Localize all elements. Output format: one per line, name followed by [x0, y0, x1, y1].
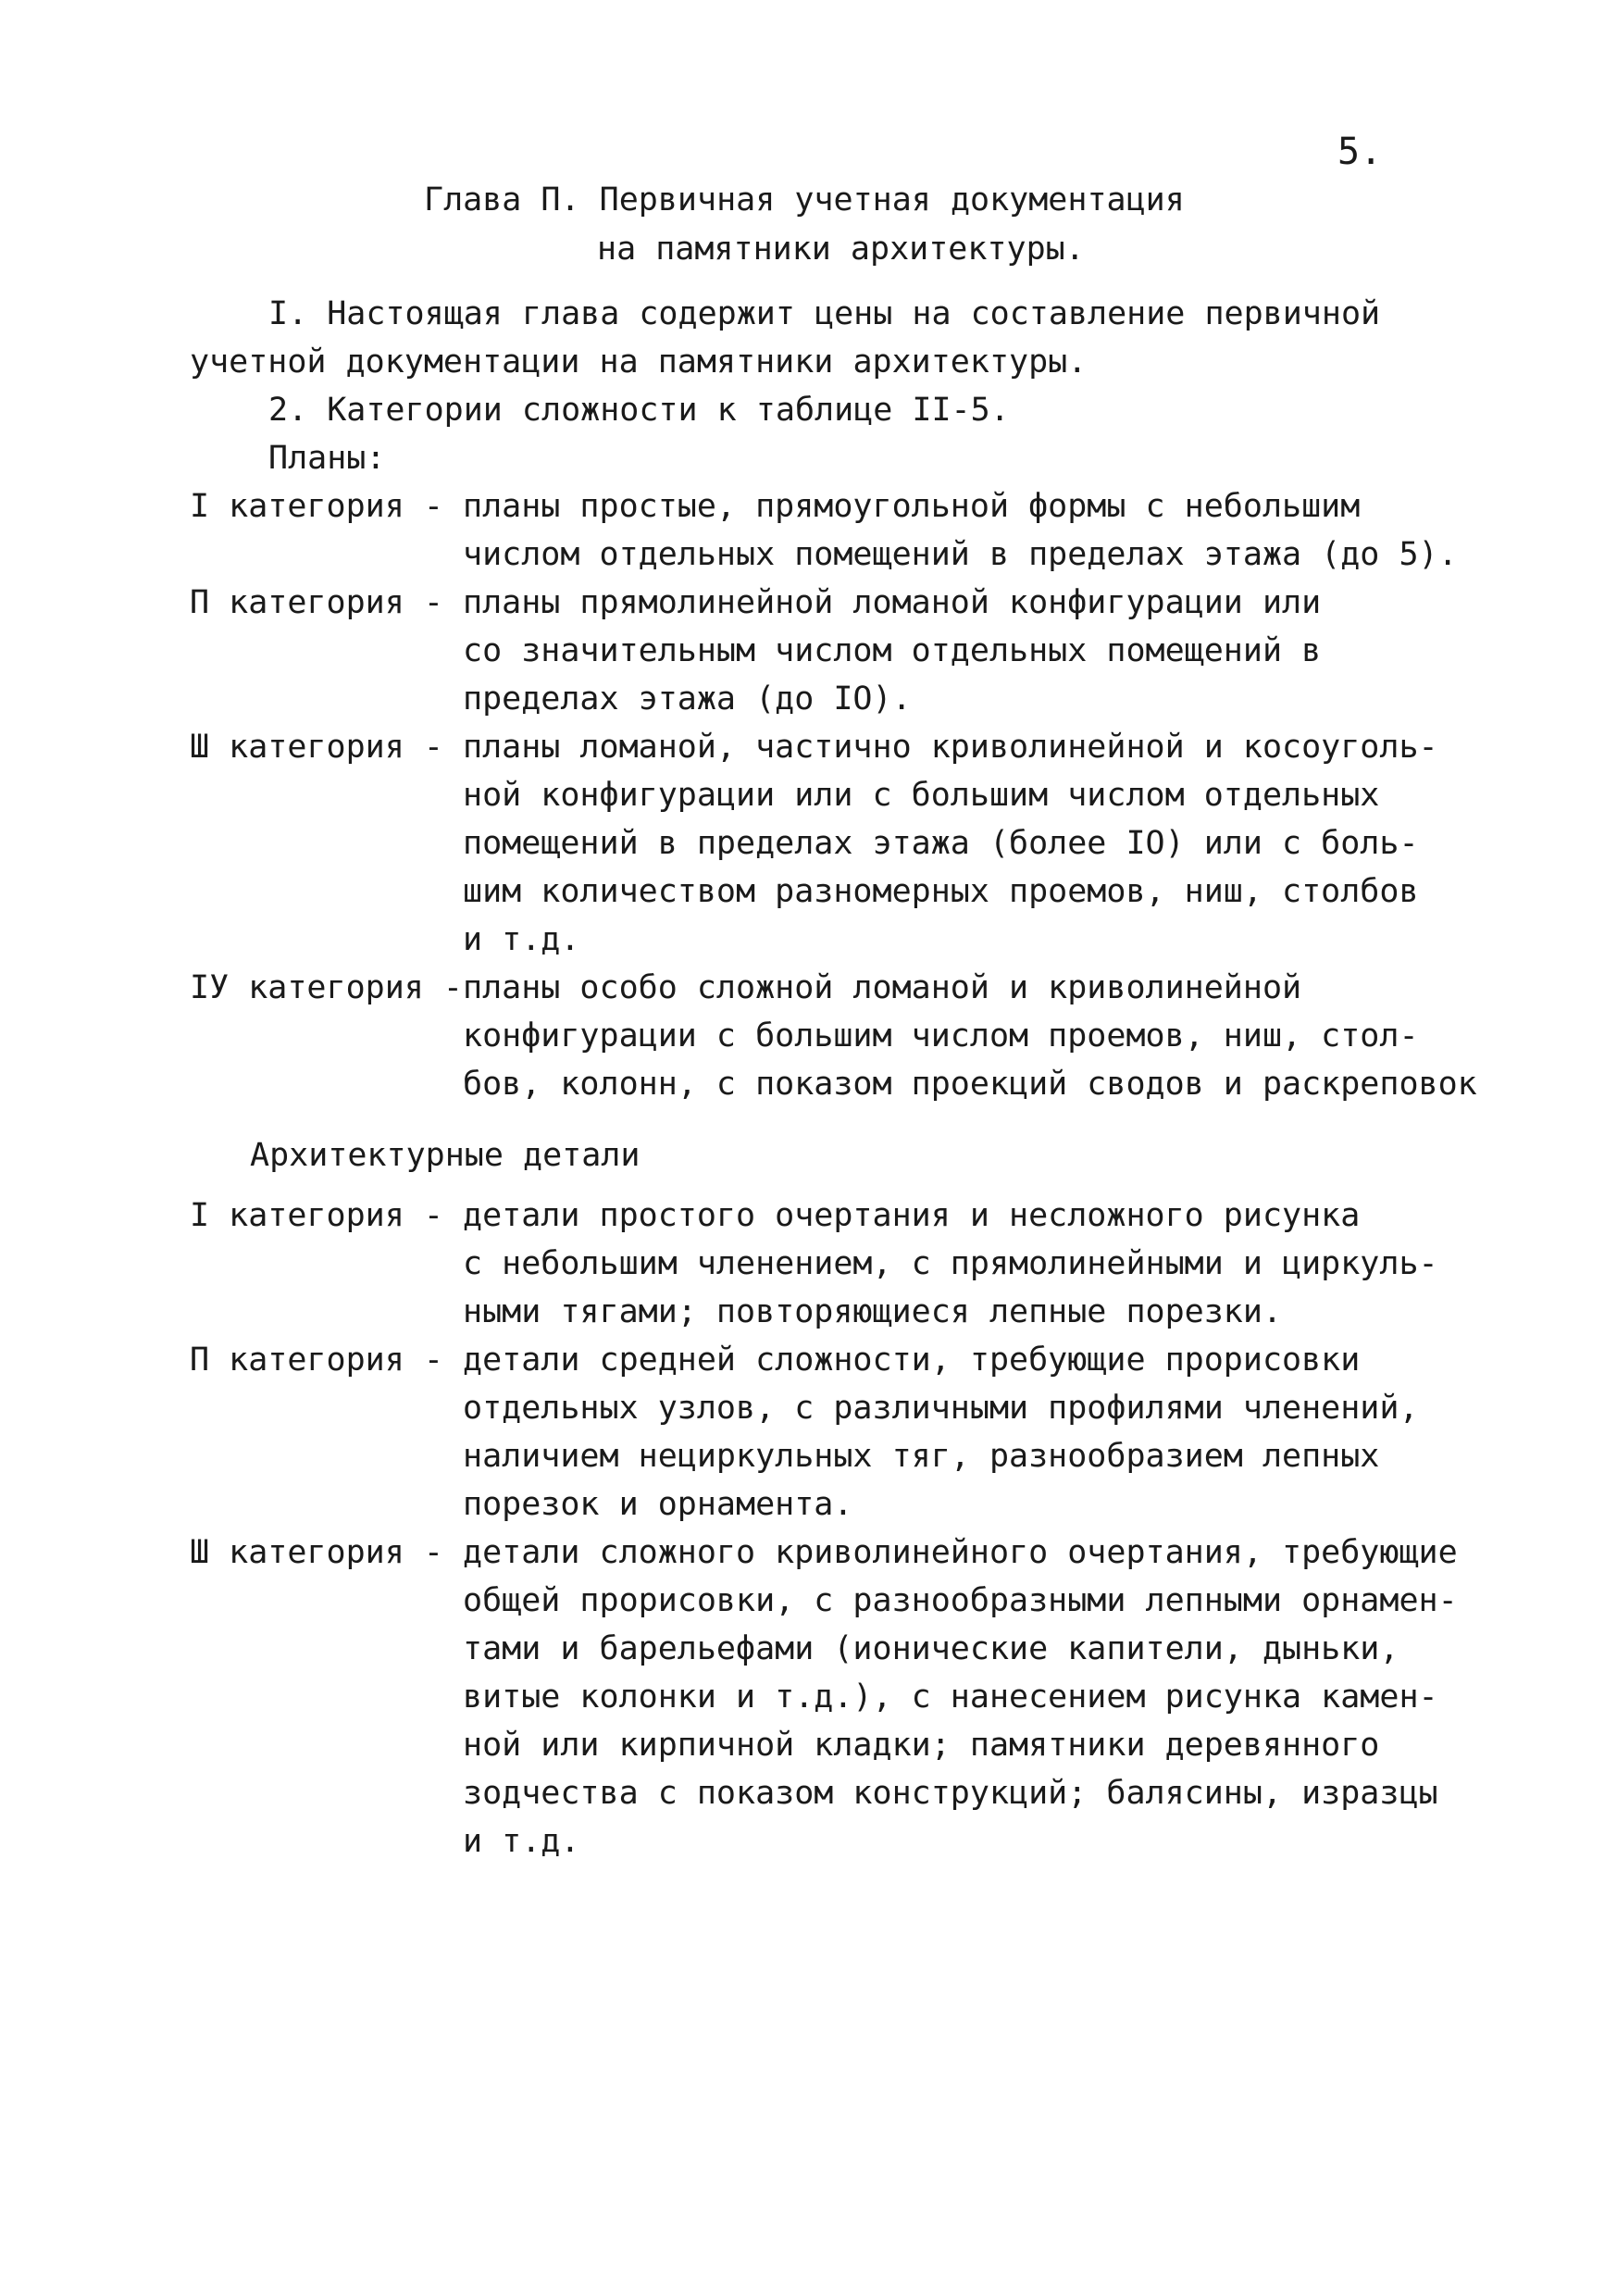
category-description — [463, 1336, 1419, 1529]
description-line: витые колонки и т.д.), с нанесением рисунка камен- — [463, 1678, 1438, 1716]
category-description — [463, 482, 1458, 579]
plans-heading: Планы: — [268, 440, 386, 477]
description-line: планы простые, прямоугольной формы с небольшим — [463, 488, 1361, 525]
description-line: ными тягами; повторяющиеся лепные порезки. — [463, 1293, 1283, 1330]
description-line: планы прямолинейной ломаной конфигурации или — [463, 584, 1322, 621]
page-number: 5. — [1337, 131, 1383, 173]
category-description — [463, 1529, 1458, 1866]
category-label: I категория - — [190, 1197, 443, 1234]
description-line: детали средней сложности, требующие прорисовки — [463, 1341, 1361, 1379]
description-line: шим количеством разномерных проемов, ниш, столбов — [463, 873, 1419, 910]
category-label: Ш категория - — [190, 729, 443, 766]
category-label: I категория - — [190, 488, 443, 525]
description-line: планы ломаной, частично криволинейной и косоуголь- — [463, 729, 1438, 766]
category-label: П категория - — [190, 584, 443, 621]
description-line: бов, колонн, с показом проекций сводов и раскреповок — [463, 1066, 1477, 1103]
description-line: порезок и орнамента. — [463, 1486, 853, 1523]
description-line: ной конфигурации или с большим числом отдельных — [463, 777, 1380, 814]
category-label: П категория - — [190, 1341, 443, 1379]
description-line: детали сложного криволинейного очертания, требующие — [463, 1534, 1458, 1571]
category-description — [463, 723, 1438, 964]
description-line: и т.д. — [463, 1823, 580, 1860]
description-line: тами и барельефами (ионические капители, дыньки, — [463, 1630, 1399, 1667]
description-line: и т.д. — [463, 921, 580, 958]
category-description — [463, 579, 1321, 723]
description-line: пределах этажа (до IO). — [463, 680, 912, 718]
description-line: со значительным числом отдельных помещений в — [463, 632, 1322, 669]
details-heading: Архитектурные детали — [250, 1137, 641, 1174]
description-line: отдельных узлов, с различными профилями членений, — [463, 1390, 1419, 1427]
description-line: конфигурации с большим числом проемов, ниш, стол- — [463, 1017, 1419, 1054]
description-line: числом отдельных помещений в пределах этажа (до 5). — [463, 536, 1458, 573]
category-description — [463, 1192, 1438, 1336]
description-line: общей прорисовки, с разнообразными лепными орнамен- — [463, 1582, 1458, 1619]
category-label: Ш категория - — [190, 1534, 443, 1571]
category-label: IУ категория - — [190, 969, 464, 1006]
description-line: зодчества с показом конструкций; балясины, изразцы — [463, 1775, 1438, 1812]
description-line: с небольшим членением, с прямолинейными и циркуль- — [463, 1245, 1438, 1282]
description-line: помещений в пределах этажа (более IO) или с боль- — [463, 825, 1419, 862]
description-line: ной или кирпичной кладки; памятники деревянного — [463, 1727, 1380, 1764]
intro-paragraph-1-line-2: учетной документации на памятники архитектуры. — [190, 343, 1088, 381]
description-line: детали простого очертания и несложного рисунка — [463, 1197, 1361, 1234]
intro-paragraph-1-line-1: I. Настоящая глава содержит цены на составление первичной — [268, 295, 1381, 332]
chapter-title-line-1: Глава П. Первичная учетная документация — [424, 181, 1185, 218]
description-line: наличием нециркульных тяг, разнообразием лепных — [463, 1438, 1380, 1475]
description-line: планы особо сложной ломаной и криволинейной — [463, 969, 1302, 1006]
intro-paragraph-2: 2. Категории сложности к таблице II-5. — [268, 392, 1010, 429]
chapter-title-line-2: на памятники архитектуры. — [597, 231, 1085, 268]
category-description — [463, 964, 1477, 1108]
